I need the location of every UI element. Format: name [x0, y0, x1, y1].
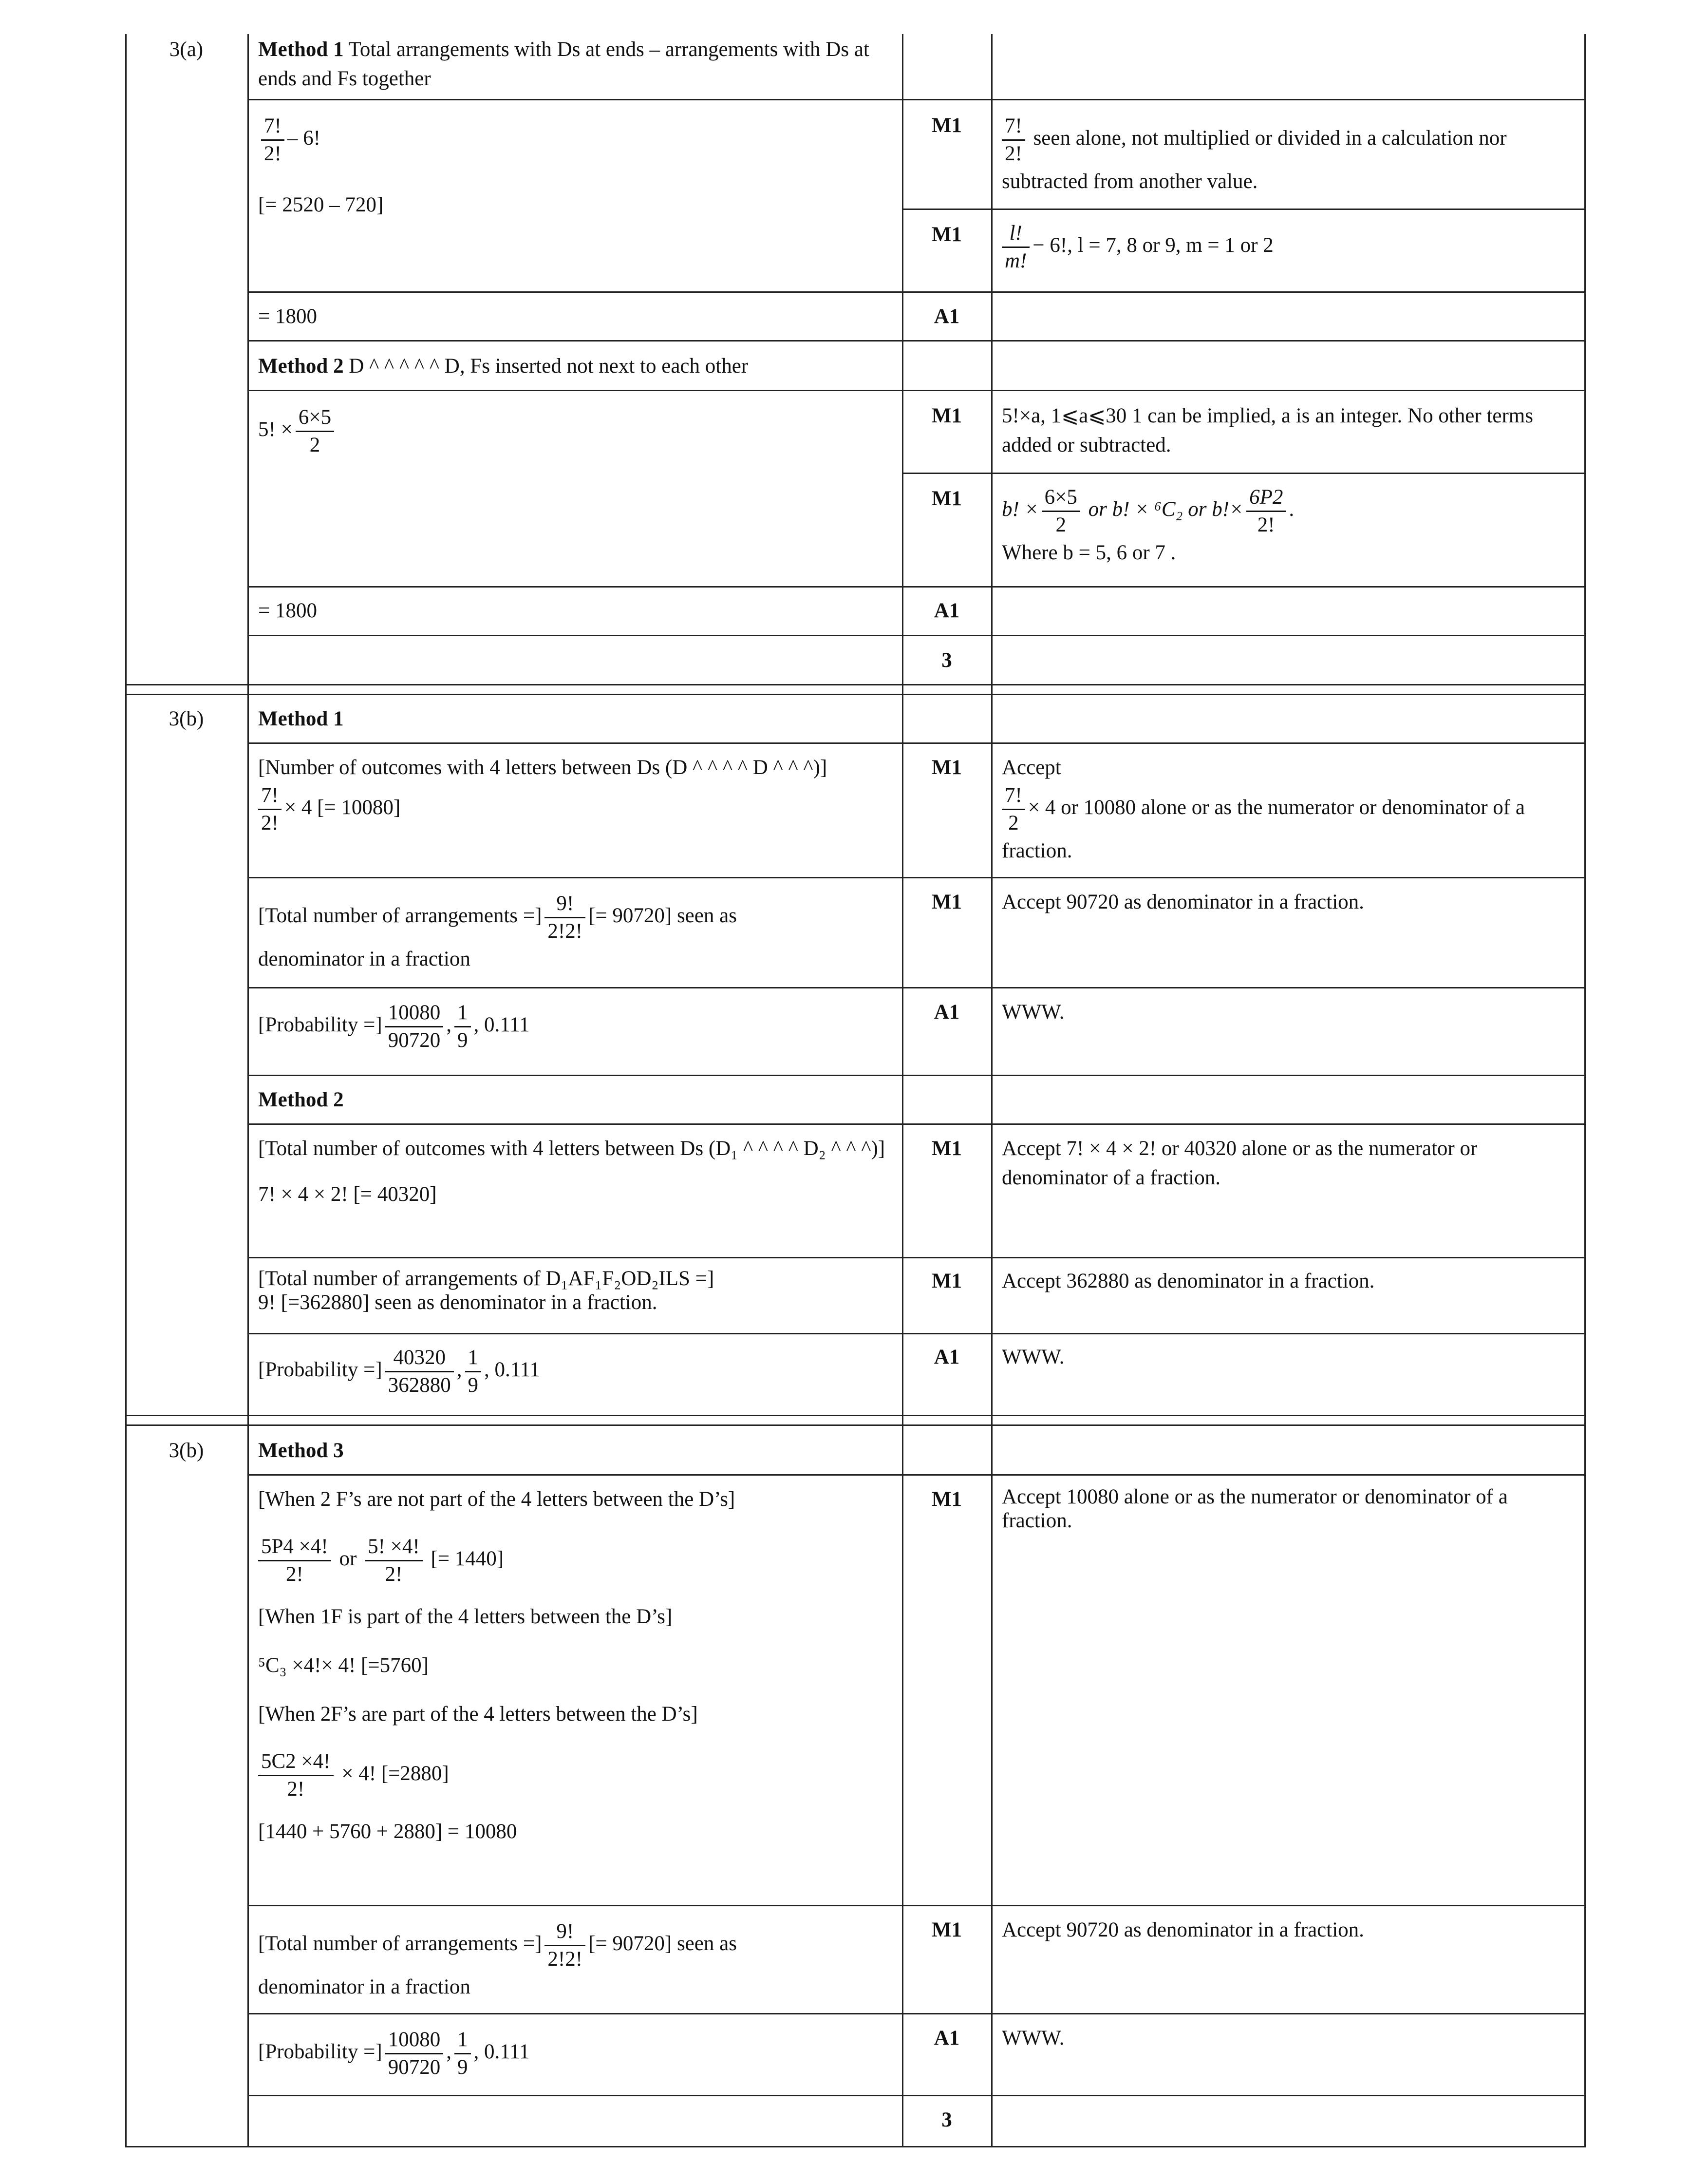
answer-text: [When 2F’s are part of the 4 letters between the D’s]: [258, 1703, 698, 1726]
mark-label: M1: [931, 404, 962, 427]
numerator: 1: [454, 2027, 471, 2054]
expression-text: .: [1289, 498, 1295, 521]
guidance-cell: [1002, 484, 1579, 568]
row-line: [247, 1333, 1586, 1334]
row-line: [247, 742, 1586, 744]
guidance-cell: [1002, 113, 1579, 196]
numerator: 6×5: [296, 404, 334, 432]
denominator: 9: [468, 1373, 478, 1397]
mark-label: M1: [931, 891, 962, 913]
numerator: 7!: [1002, 113, 1025, 141]
col-line-right: [1584, 34, 1586, 2147]
answer-text: [Total number of arrangements =]: [258, 904, 542, 928]
denominator: 90720: [388, 2055, 441, 2079]
mark-label: A1: [934, 1346, 960, 1368]
row-line: [247, 1474, 1586, 1476]
guidance-text: − 6!, l = 7, 8 or 9, m = 1 or 2: [1032, 234, 1274, 257]
fraction: [465, 1345, 482, 1399]
row-line: [247, 390, 1586, 391]
denominator: 362880: [388, 1373, 451, 1397]
row-line: [247, 340, 1586, 342]
method-heading: [258, 704, 896, 734]
answer-text: denominator in a fraction: [258, 947, 470, 970]
answer-text: [When 2 F’s are not part of the 4 letters between the D’s]: [258, 1488, 735, 1511]
expression-text: b! ×: [1002, 498, 1039, 521]
guidance-text: seen alone, not multiplied or divided in a calculation nor subtracted from another value.: [1002, 127, 1507, 193]
mark-label: M1: [931, 756, 962, 779]
col-line-guidance: [991, 34, 993, 2147]
row-line: [247, 987, 1586, 988]
answer-text: [Number of outcomes with 4 letters between Ds (D ^ ^ ^ ^ D ^ ^ ^)]: [258, 756, 827, 779]
method-title: Method 1: [258, 38, 344, 61]
method-title: Method 3: [258, 1439, 344, 1462]
answer-cell: [Probability =] $\frac{10080}{90720}$ , $\frac{1}{9}$ , 0.111: [258, 2027, 896, 2081]
answer-cell: [Probability =] $\frac{40320}{362880}$ , $\frac{1}{9}$ , 0.111: [258, 1345, 896, 1399]
working-text: ⁵C₃ ×4!× 4! [=5760]: [258, 1653, 429, 1677]
method-description: D ^ ^ ^ ^ ^ D, Fs inserted not next to each other: [343, 355, 749, 378]
method-heading: [258, 1436, 896, 1465]
numerator: 5C2 ×4!: [258, 1748, 334, 1776]
total-marks: 3: [941, 649, 952, 672]
guidance-cell: Accept 90720 as denominator in a fraction.: [1002, 891, 1364, 913]
row-line: [247, 2013, 1586, 2014]
row-line: [247, 877, 1586, 878]
mark-label: M1: [931, 487, 962, 510]
denominator: 2!: [264, 142, 282, 165]
numerator: 10080: [385, 2027, 444, 2054]
expression-text: × 4 [= 10080]: [284, 796, 401, 819]
answer-text: [Probability =]: [258, 1013, 382, 1037]
denominator: 2!2!: [547, 919, 583, 943]
fraction: [258, 782, 282, 836]
denominator: 2!: [1257, 513, 1275, 536]
guidance-cell: WWW.: [1002, 1001, 1065, 1024]
answer-text: [= 90720] seen as: [588, 1932, 737, 1955]
fraction: [1002, 782, 1025, 836]
guidance-cell: Accept 10080 alone or as the numerator or denominator of a fraction.: [1002, 1485, 1508, 1533]
working-text: 7! × 4 × 2! [= 40320]: [258, 1183, 437, 1206]
expression-text: – 6!: [287, 127, 320, 150]
fraction: [261, 113, 284, 167]
denominator: 2!: [1005, 142, 1022, 165]
mark-label: M1: [931, 114, 962, 137]
answer-value: = 1800: [258, 599, 318, 622]
guidance-text: × 4 or 10080 alone or as the numerator or denominator of a fraction.: [1002, 796, 1525, 862]
method-title: Method 1: [258, 707, 344, 730]
working-text: [1440 + 5760 + 2880] = 10080: [258, 1820, 517, 1843]
fraction: [454, 2027, 471, 2081]
denominator: 2: [1055, 513, 1066, 536]
answer-cell: [258, 753, 896, 836]
denominator: 2!: [287, 1778, 305, 1801]
denominator: m!: [1005, 249, 1027, 272]
mark-label: A1: [934, 305, 960, 328]
method-title: Method 2: [258, 355, 344, 378]
method-title: Method 2: [258, 1088, 344, 1111]
answer-text: [When 1F is part of the 4 letters between the D’s]: [258, 1605, 673, 1628]
answer-text: [Probability =]: [258, 1358, 382, 1382]
row-line: [247, 2095, 1586, 2096]
guidance-cell: WWW.: [1002, 1346, 1065, 1368]
answer-cell: [258, 1485, 896, 1846]
denominator: 2: [1008, 811, 1019, 835]
fraction: [385, 1345, 454, 1399]
guidance-cell: 5!×a, 1⩽a⩽30 1 can be implied, a is an integer. No other terms added or subtracted.: [1002, 404, 1533, 457]
fraction: [385, 1000, 444, 1054]
row-line: [902, 473, 1586, 474]
row-line: [247, 1905, 1586, 1906]
answer-text: [Probability =]: [258, 2040, 382, 2064]
fraction: [454, 1000, 471, 1054]
numerator: 10080: [385, 1000, 444, 1027]
guidance-cell: WWW.: [1002, 2027, 1065, 2050]
working-line: [258, 1534, 896, 1588]
numerator: 7!: [1002, 782, 1025, 810]
denominator: 90720: [388, 1028, 441, 1052]
row-line: [247, 635, 1586, 636]
numerator: 5! ×4!: [365, 1534, 423, 1561]
denominator: 2!: [285, 1562, 303, 1586]
method-heading: [258, 352, 896, 381]
numerator: l!: [1002, 220, 1030, 248]
answer-cell: [258, 404, 896, 458]
numerator: 7!: [258, 782, 282, 810]
fraction: [1002, 113, 1025, 167]
working-text: [= 1440]: [431, 1547, 504, 1571]
answer-text: denominator in a fraction: [258, 1975, 470, 1998]
numerator: 1: [454, 1000, 471, 1027]
col-line-answer: [247, 34, 249, 2147]
row-line: [247, 586, 1586, 588]
guidance-cell: Accept 362880 as denominator in a fraction.: [1002, 1270, 1375, 1292]
numerator: 6P2: [1246, 484, 1286, 512]
numerator: 7!: [261, 113, 284, 141]
answer-cell: [258, 1267, 896, 1315]
answer-cell: [258, 1918, 896, 2002]
guidance-text: Where b = 5, 6 or 7 .: [1002, 541, 1176, 564]
mark-label: A1: [934, 1001, 960, 1024]
numerator: 1: [465, 1345, 482, 1372]
fraction: [544, 1918, 585, 1973]
section-separator: [125, 684, 1586, 685]
denominator: 2!: [385, 1562, 403, 1586]
numerator: 5P4 ×4!: [258, 1534, 331, 1561]
numerator: 6×5: [1042, 484, 1080, 512]
method-description: Total arrangements with Ds at ends – arrangements with Ds at ends and Fs together: [258, 38, 869, 91]
guidance-cell: Accept 7! × 4 × 2! or 40320 alone or as the numerator or denominator of a fraction.: [1002, 1137, 1478, 1190]
fraction: [258, 1534, 331, 1588]
section-separator: [125, 694, 1586, 695]
fraction: [544, 891, 585, 945]
fraction: [385, 2027, 444, 2081]
fraction: [365, 1534, 423, 1588]
mark-label: A1: [934, 599, 960, 622]
row-line: [247, 99, 1586, 100]
working-text: × 4! [=2880]: [341, 1762, 449, 1785]
mark-label: M1: [931, 1488, 962, 1511]
fraction: [1042, 484, 1080, 538]
answer-value: = 1800: [258, 305, 318, 328]
expression-text: 5! ×: [258, 418, 293, 441]
guidance-cell: [1002, 753, 1579, 866]
bottom-line: [125, 2146, 1586, 2147]
answer-cell: [258, 113, 896, 220]
guidance-cell: Accept 90720 as denominator in a fraction.: [1002, 1918, 1364, 1941]
question-number: 3(b): [169, 1439, 204, 1462]
row-line: [247, 1123, 1586, 1125]
mark-label: M1: [931, 1270, 962, 1292]
answer-text: [= 90720] seen as: [588, 904, 737, 928]
answer-text: [Total number of arrangements =]: [258, 1932, 542, 1955]
row-line: [902, 209, 1586, 210]
answer-text: , 0.111: [473, 2040, 530, 2064]
denominator: 2!: [261, 811, 279, 835]
guidance-text: Accept: [1002, 756, 1061, 779]
working-line: [258, 1748, 896, 1803]
mark-label: M1: [931, 1137, 962, 1160]
total-marks: 3: [941, 2108, 952, 2131]
method-heading: [258, 1085, 896, 1115]
or-text: or: [339, 1547, 357, 1571]
answer-cell: [258, 891, 896, 974]
row-line: [247, 1257, 1586, 1258]
answer-text: [Total number of arrangements of D₁AF₁F₂OD₂ILS =]: [258, 1267, 714, 1290]
question-number: 3(a): [169, 38, 204, 61]
fraction: [1246, 484, 1286, 538]
denominator: 9: [457, 2055, 468, 2079]
denominator: 2!2!: [547, 1947, 583, 1971]
section-separator: [125, 1415, 1586, 1416]
answer-cell: [Probability =] $\frac{10080}{90720}$ , $\frac{1}{9}$ , 0.111: [258, 1000, 896, 1054]
fraction: [296, 404, 334, 458]
answer-text: , 0.111: [473, 1013, 530, 1037]
row-line: [247, 291, 1586, 293]
fraction: [258, 1748, 334, 1803]
denominator: 9: [457, 1028, 468, 1052]
mark-label: A1: [934, 2027, 960, 2050]
answer-text: 9! [=362880] seen as denominator in a fraction.: [258, 1291, 657, 1314]
answer-cell: [258, 1134, 896, 1209]
mark-label: M1: [931, 223, 962, 246]
row-line: [247, 1075, 1586, 1076]
numerator: 9!: [544, 1918, 585, 1946]
question-number: 3(b): [169, 707, 204, 730]
answer-text: , 0.111: [484, 1358, 541, 1382]
working-text: [= 2520 – 720]: [258, 193, 384, 216]
col-line-marks: [902, 34, 903, 2147]
numerator: 40320: [385, 1345, 454, 1372]
mark-label: M1: [931, 1918, 962, 1941]
denominator: 2: [309, 433, 320, 456]
numerator: 9!: [544, 891, 585, 918]
col-line-left: [125, 34, 127, 2147]
section-separator: [125, 1424, 1586, 1426]
method-heading: [258, 35, 896, 94]
fraction: [1002, 220, 1030, 274]
answer-text: [Total number of outcomes with 4 letters between Ds (D₁ ^ ^ ^ ^ D₂ ^ ^ ^)]: [258, 1137, 885, 1160]
guidance-cell: [1002, 220, 1579, 274]
expression-text: or b! × ⁶C₂ or b!×: [1083, 498, 1244, 521]
